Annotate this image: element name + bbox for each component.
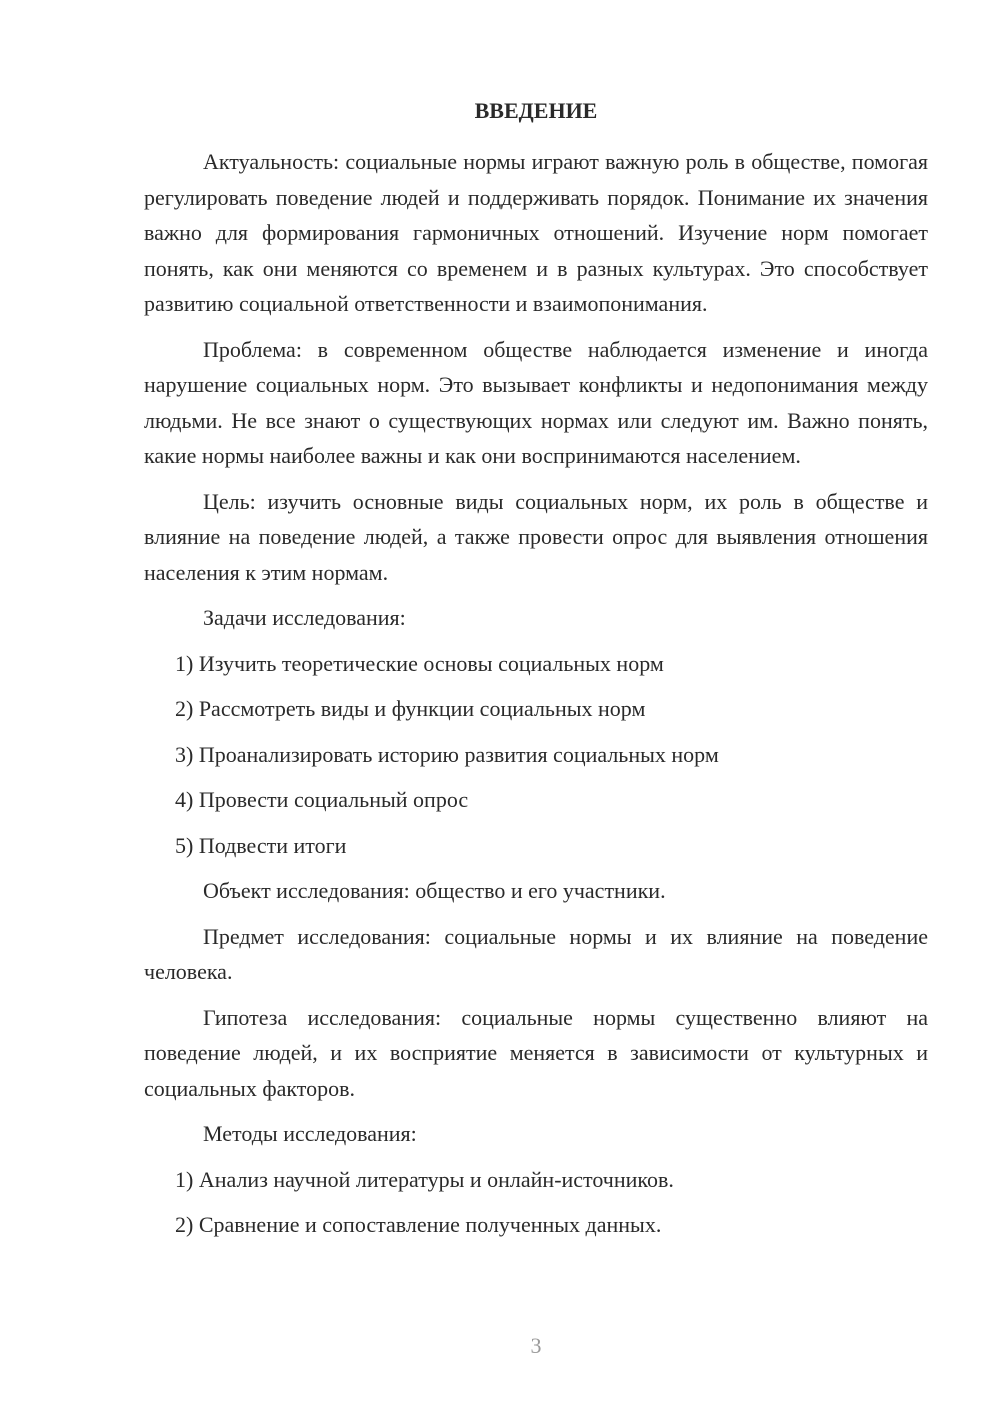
page-number: 3 <box>530 1333 542 1358</box>
list-item: 5) Подвести итоги <box>175 832 347 858</box>
document-page <box>144 96 928 1253</box>
relevance-paragraph: Актуальность: социальные нормы играют важную роль в обществе, помогая регулировать поведение людей и поддерживать порядок. Понимание их значения важно для формирования гармоничных отношений. Изучение норм помогает понять, как они меняются со временем и в разных культурах. Это способствует развитию социальной ответственности и взаимопонимания. <box>144 149 928 316</box>
list-item: 1) Изучить теоретические основы социальных норм <box>175 650 664 676</box>
hypothesis-paragraph: Гипотеза исследования: социальные нормы существенно влияют на поведение людей, и их восприятие меняется в зависимости от культурных и социальных факторов. <box>144 1004 928 1101</box>
tasks-title: Задачи исследования: <box>203 605 406 630</box>
methods-list <box>144 1162 928 1243</box>
subject-paragraph: Предмет исследования: социальные нормы и их влияние на поведение человека. <box>144 923 928 984</box>
list-item: 3) Проанализировать историю развития социальных норм <box>175 741 719 767</box>
list-item: 2) Сравнение и сопоставление полученных данных. <box>175 1212 662 1237</box>
problem-paragraph: Проблема: в современном обществе наблюдается изменение и иногда нарушение социальных норм. Это вызывает конфликты и недопонимания между людьми. Не все знают о существующих нормах или следуют им. Важно понять, какие нормы наиболее важны и как они воспринимаются населением. <box>144 336 928 468</box>
list-item: 1) Анализ научной литературы и онлайн-источников. <box>175 1166 674 1192</box>
object-paragraph: Объект исследования: общество и его участники. <box>203 878 666 903</box>
tasks-list <box>144 646 928 864</box>
section-heading: ВВЕДЕНИЕ <box>474 98 598 123</box>
list-item: 2) Рассмотреть виды и функции социальных норм <box>175 696 646 721</box>
list-item: 4) Провести социальный опрос <box>175 787 469 812</box>
methods-title: Методы исследования: <box>203 1121 417 1146</box>
goal-paragraph: Цель: изучить основные виды социальных норм, их роль в обществе и влияние на поведение людей, а также провести опрос для выявления отношения населения к этим нормам. <box>144 488 928 585</box>
